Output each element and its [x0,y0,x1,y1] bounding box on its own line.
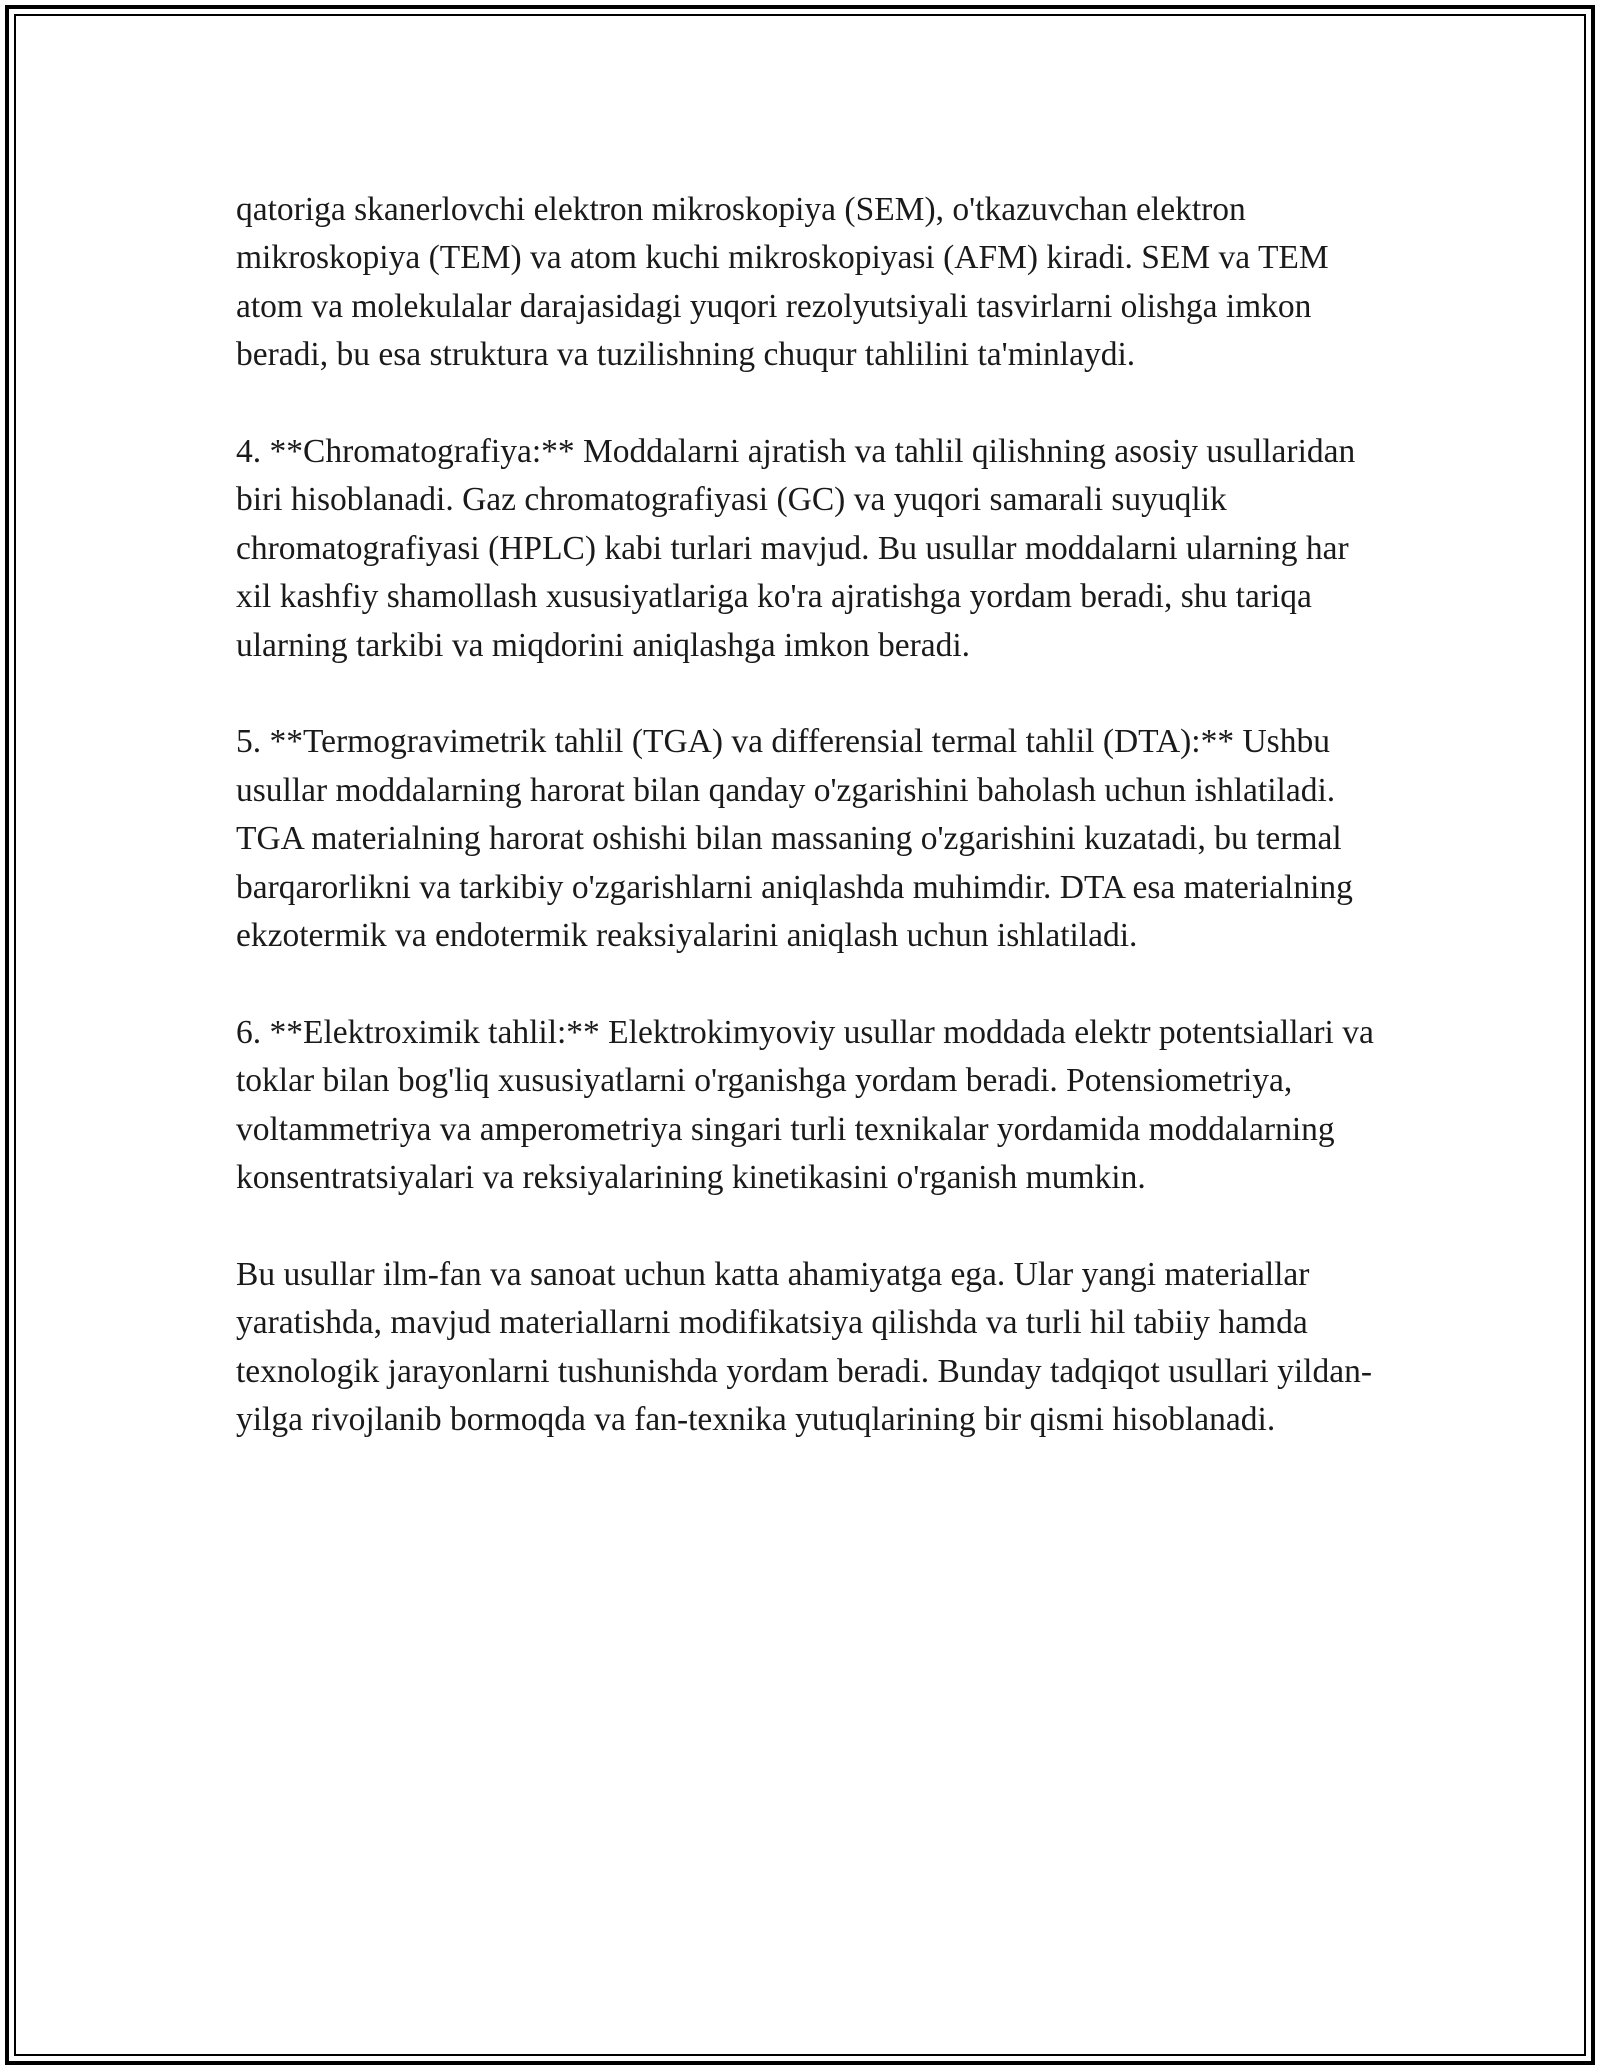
paragraph-microscopy-continued: qatoriga skanerlovchi elektron mikroskopiya (SEM), o'tkazuvchan elektron mikroskopiya (TEM) va atom kuchi mikroskopiyasi (AFM) kiradi. SEM va TEM atom va molekulalar darajasidagi yuqori rezolyutsiyali tasvirlarni olishga imkon beradi, bu esa struktura va tuzilishning chuqur tahlilini ta'minlaydi. [236,191,1329,374]
paragraph-chromatography: 4. **Chromatografiya:** Moddalarni ajratish va tahlil qilishning asosiy usullaridan biri hisoblanadi. Gaz chromatografiyasi (GC) va yuqori samarali suyuqlik chromatografiyasi (HPLC) kabi turlari mavjud. Bu usullar moddalarni ularning har xil kashfiy shamollash xususiyatlariga ko'ra ajratishga yordam beradi, shu tariqa ularning tarkibi va miqdorini aniqlashga imkon beradi. [236,433,1356,664]
paragraph-conclusion: Bu usullar ilm-fan va sanoat uchun katta ahamiyatga ega. Ular yangi materiallar yaratishda, mavjud materiallarni modifikatsiya qilishda va turli hil tabiiy hamda texnologik jarayonlarni tushunishda yordam beradi. Bunday tadqiqot usullari yildan-yilga rivojlanib bormoqda va fan-texnika yutuqlarining bir qismi hisoblanadi. [236,1255,1372,1439]
paragraph-electrochemical-analysis: 6. **Elektroximik tahlil:** Elektrokimyoviy usullar moddada elektr potentsiallari va toklar bilan bog'liq xususiyatlarni o'rganishga yordam beradi. Potensiometriya, voltammetriya va amperometriya singari turli texnikalar yordamida moddalarning konsentratsiyalari va reksiyalarining kinetikasini o'rganish mumkin. [236,1013,1374,1197]
paragraph-thermal-analysis: 5. **Termogravimetrik tahlil (TGA) va differensial termal tahlil (DTA):** Ushbu usullar moddalarning harorat bilan qanday o'zgarishini baholash uchun ishlatiladi. TGA materialning harorat oshishi bilan massaning o'zgarishini kuzatadi, bu termal barqarorlikni va tarkibiy o'zgarishlarni aniqlashda muhimdir. DTA esa materialning ekzotermik va endotermik reaksiyalarini aniqlash uchun ishlatiladi. [236,723,1353,955]
document-body [236,186,1376,1445]
